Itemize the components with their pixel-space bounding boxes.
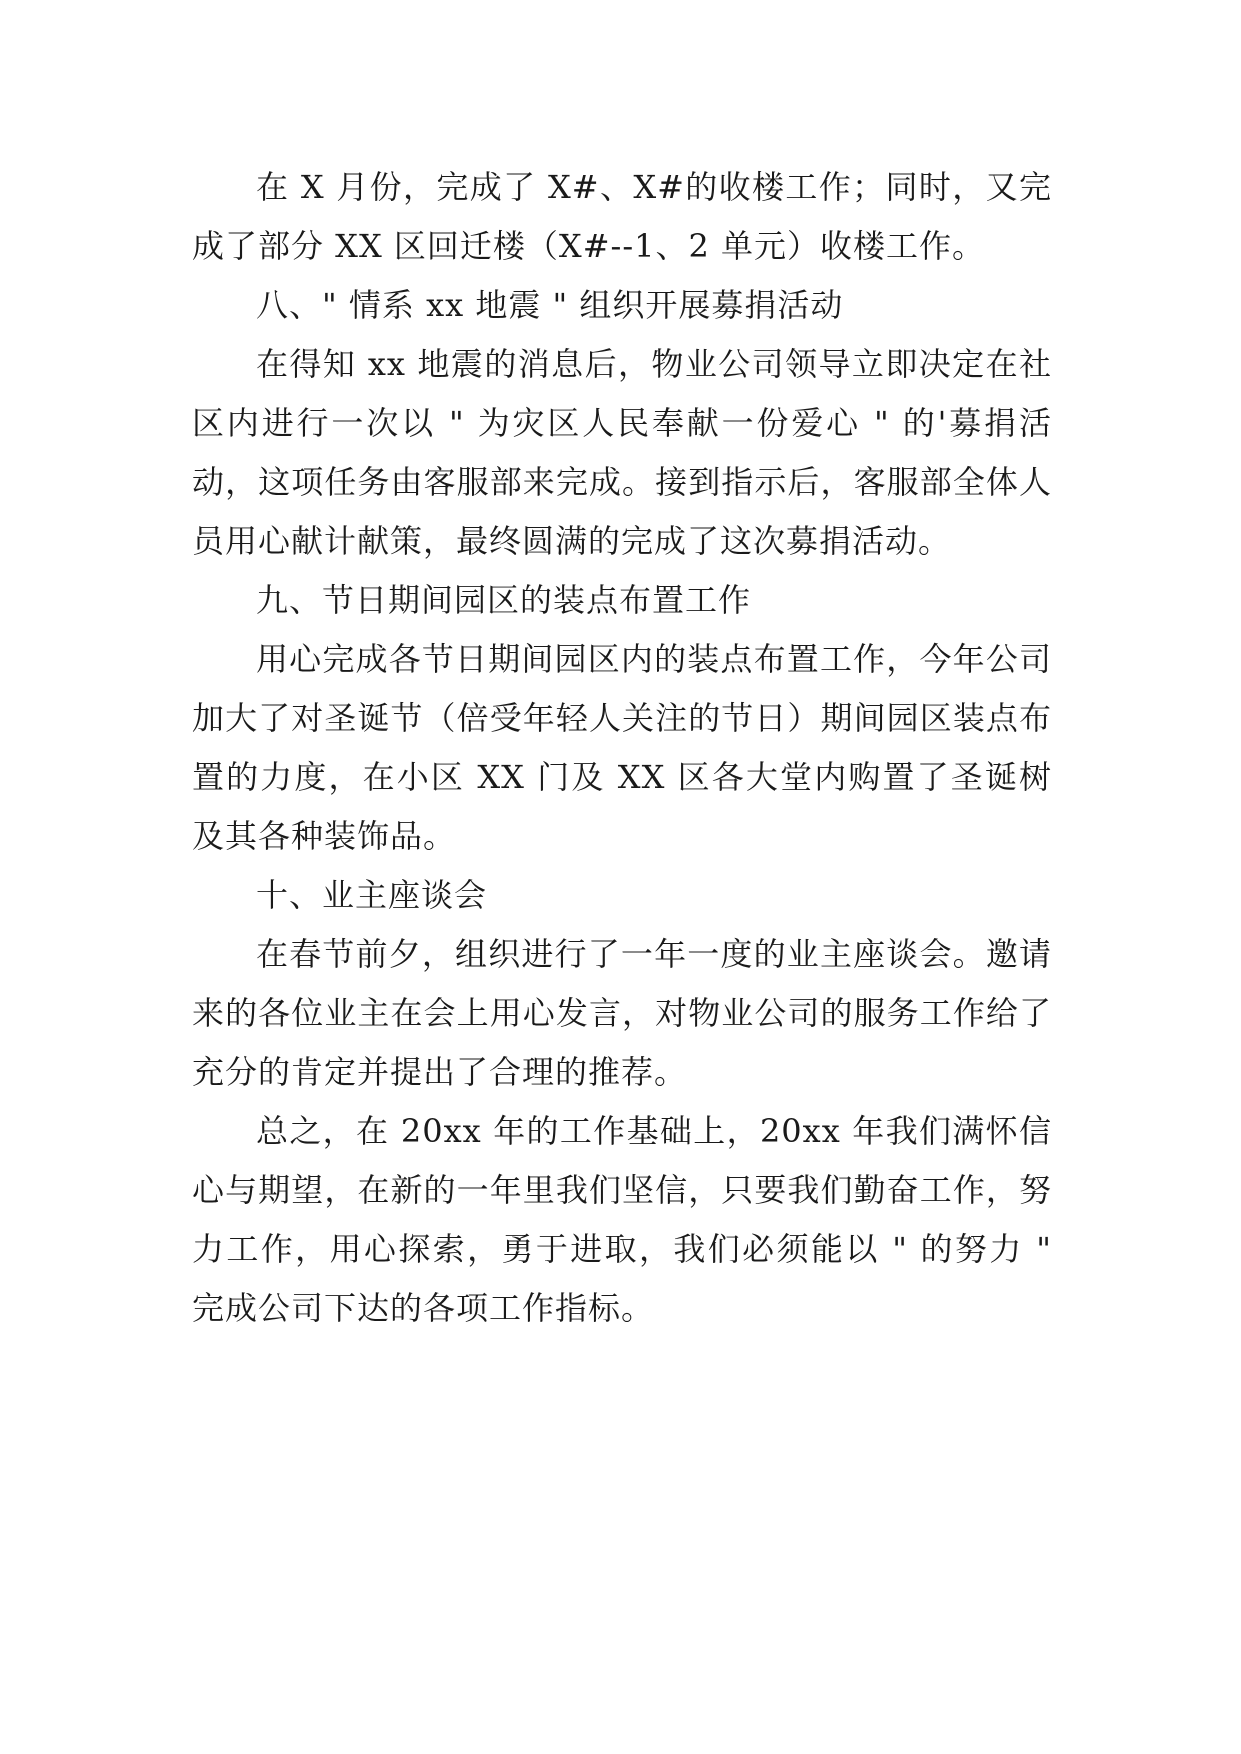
document-body <box>192 158 1052 1338</box>
paragraph-donation: 在得知 xx 地震的消息后，物业公司领导立即决定在社区内进行一次以 " 为灾区人民奉献一份爱心 " 的'募捐活动，这项任务由客服部来完成。接到指示后，客服部全体人员用心献计献策，最终圆满的完成了这次募捐活动。 <box>192 345 1052 560</box>
paragraph-handover: 在 X 月份，完成了 X#、X#的收楼工作；同时，又完成了部分 XX 区回迁楼（X#--1、2 单元）收楼工作。 <box>192 168 1052 265</box>
section-heading-eight: 八、" 情系 xx 地震 " 组织开展募捐活动 <box>256 286 844 324</box>
paragraph-decoration: 用心完成各节日期间园区内的装点布置工作，今年公司加大了对圣诞节（倍受年轻人关注的节日）期间园区装点布置的力度，在小区 XX 门及 XX 区各大堂内购置了圣诞树及其各种装饰品。 <box>192 640 1052 855</box>
section-heading-nine: 九、节日期间园区的装点布置工作 <box>256 581 752 619</box>
paragraph-conclusion: 总之，在 20xx 年的工作基础上，20xx 年我们满怀信心与期望，在新的一年里我们坚信，只要我们勤奋工作，努力工作，用心探索，勇于进取，我们必须能以 " 的努力 " 完成公司下达的各项工作指标。 <box>192 1112 1052 1327</box>
section-heading-ten: 十、业主座谈会 <box>256 876 488 914</box>
paragraph-forum: 在春节前夕，组织进行了一年一度的业主座谈会。邀请来的各位业主在会上用心发言，对物业公司的服务工作给了充分的肯定并提出了合理的推荐。 <box>192 935 1052 1091</box>
